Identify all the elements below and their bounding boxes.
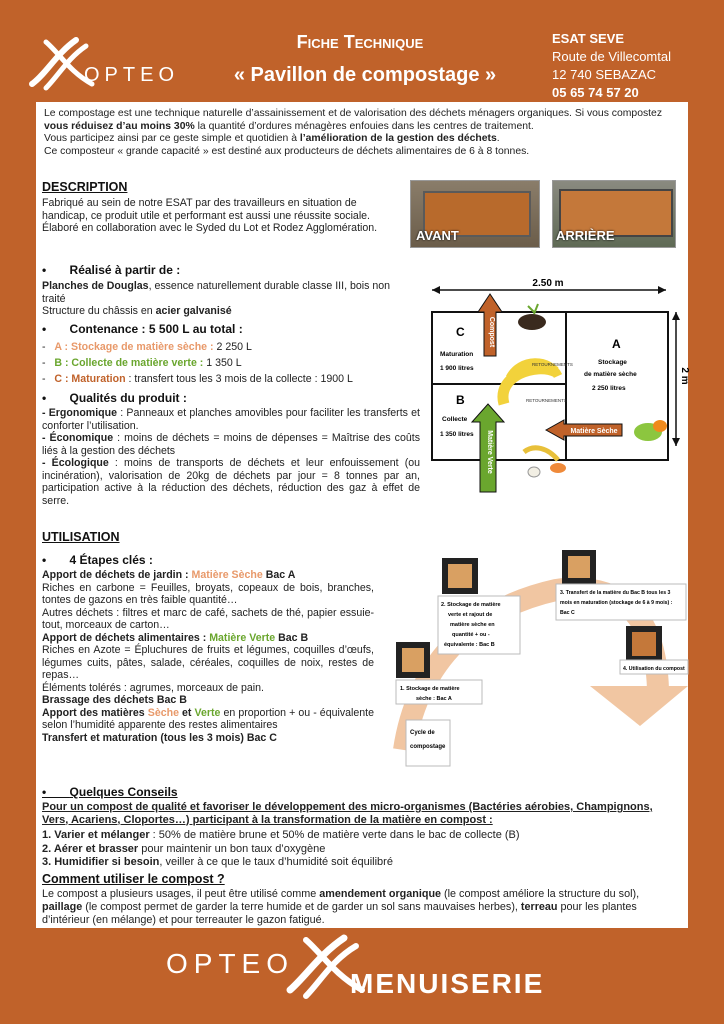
capacity-title-text: Contenance : 5 500 L au total : [69,322,243,336]
conseil-2 [42,843,682,857]
conseils-title: • Quelques Conseils [42,785,178,799]
step2-label-3: matière sèche en [450,622,495,628]
bac-a-name1: Stockage [598,359,627,366]
usage-t3: (le compost améliore la structure du sol), [441,888,640,900]
content-panel [36,102,688,928]
step2-composter-icon [448,564,472,588]
c2b: pour maintenir un bon taux d’oxygène [138,842,326,855]
width-label: 2.50 m [532,278,564,289]
step3-label-3: Bac C [560,610,575,616]
height-label: 2 m [679,367,690,385]
q3a: - Écologique [42,457,109,469]
height-arrow-top [672,312,680,320]
capacity-title: • Contenance : 5 500 L au total : [42,322,243,336]
c3a: 3. Humidifier si besoin [42,856,160,868]
step3-label-1: 3. Transfert de la matière du Bac B tous les 3 [560,590,671,596]
qualities-title-text: Qualités du produit : [69,391,187,405]
usage-t2: amendement organique [319,888,442,900]
q2b: : moins de déchets = moins de dépenses = Maîtrise des coûts liés à la gestion des déchets [42,432,420,457]
bac-c-volume: 1 900 litres [440,365,474,372]
step3-title: Brassage des déchets Bac B [42,694,187,706]
footer-brand: OPTEO [166,948,295,979]
s2-title-b: Matière Verte [209,631,276,644]
c1a: 1. Varier et mélanger [42,829,150,841]
bac-b-volume: 1 350 litres [440,431,474,438]
org-phone: 05 65 74 57 20 [552,85,639,100]
capacity-list [42,339,422,387]
cap-b-value: 1 350 L [206,357,242,369]
photo-before-label: AVANT [416,228,459,243]
conseils-intro: Pour un compost de qualité et favoriser le développement des micro-organismes (Bactéries aérobies, Champignons, Vers, Acariens, Cloportes…) participant à la transformation de la matière en compost : [42,801,653,826]
q2a: - Économique [42,432,114,444]
org-name: ESAT SEVE [552,31,625,46]
quality-economic [42,432,420,457]
width-arrow-left [432,286,440,294]
made-from-1b: , essence naturellement durable classe III, bois non traité [42,280,391,305]
made-from-1a: Planches de Douglas [42,280,149,292]
step2-label-2: verte et rajout de [448,612,493,618]
usage-t5: (le compost permet de garder la terre humide et de garder un sol sans mauvaises herbes), [82,901,521,913]
verte-arrow-label: Matière Verte [486,430,493,474]
intro-p2c: . [496,133,500,145]
step4-composter-icon [632,632,656,656]
quality-ergonomic [42,407,420,432]
org-contact [552,30,671,102]
conseils-list [42,829,682,870]
conseil-1 [42,829,682,843]
bac-c-name: Maturation [440,351,474,358]
intro-text [44,108,684,158]
usage-t1: Le compost a plusieurs usages, il peut être utilisé comme [42,888,320,900]
bac-a-letter: A [612,337,621,351]
qualities-title: • Qualités du produit : [42,391,187,405]
s1-title-a: Apport de déchets de jardin : [42,569,192,581]
made-from-text [42,280,406,318]
cap-b-label: B : Collecte de matière verte : [54,357,204,369]
s3-text-e: en proportion + ou - équivalente selon l’humidité apparente des restes alimentaires [42,706,374,731]
steps-title: • 4 Étapes clés : [42,553,153,567]
quality-ecologic [42,457,420,507]
cap-a-value: 2 250 L [216,341,252,353]
capacity-c: - C : Maturation : transfert tous les 3 mois de la collecte : 1900 L [42,373,353,385]
description-text: Fabriqué au sein de notre ESAT par des travailleurs en situation de handicap, ce produit utile et performant est aussi une réussite sociale. Élaboré en collaboration avec le Syded du Lot et Rodez Agglomération. [42,197,378,234]
intro-p1c: la quantité d’ordures ménagères enfouies dans les centres de traitement. [194,120,534,132]
bac-b-letter: B [456,393,465,407]
step2-title [42,632,374,645]
q3b: : moins de transports de déchets et leur enfouissement (ou incinération), valorisation de 20kg de déchets par jour = 8 tonnes par an, participation active à la réduction des déchets, réduction des gaz à effet de serre. [42,457,421,507]
utilisation-heading: UTILISATION [42,530,120,544]
cycle-label-1: Cycle de [410,730,435,736]
org-address-line2: 12 740 SEBAZAC [552,67,657,82]
made-from-title: • Réalisé à partir de : [42,263,181,277]
s3-text-d: Verte [194,706,221,719]
s3-text-a: Apport des matières [42,706,148,719]
intro-p2b: l’amélioration de la gestion des déchets [299,133,497,145]
usage-t7: pour les plantes d’intérieur (en mélange) et pour terreauter le gazon fatigué. [42,901,637,926]
capacity-a: - A : Stockage de matière sèche : 2 250 L [42,341,252,353]
made-from-2a: Structure du châssis en [42,305,156,317]
step1-composter-icon [402,648,424,672]
step2-label-4: quantité + ou - [452,632,490,638]
step1-title [42,569,374,582]
s1-title-c: Bac A [262,569,296,581]
q1a: - Ergonomique [42,407,118,419]
usage-t4: paillage [42,901,83,913]
s2-title-c: Bac B [275,631,309,644]
width-arrow-right [658,286,666,294]
step3-composter-icon [568,556,590,578]
footer-division: MENUISERIE [350,968,545,999]
c1b: : 50% de matière brune et 50% de matière verte dans le bac de collecte (B) [149,829,520,841]
compost-pile-icon [518,314,546,330]
step2-text2: Éléments tolérés : agrumes, morceaux de pain. [42,681,264,694]
bac-c-letter: C [456,325,465,339]
page-title-line2: « Pavillon de compostage » [233,64,497,86]
step1-text2: Autres déchets : filtres et marc de café, sachets de thé, papier essuie-tout, morceaux de carton… [42,606,374,631]
eggshell-icon [528,467,540,477]
bac-a-volume: 2 250 litres [592,385,626,392]
cycle-arrow-head [590,686,688,726]
q1b: : Panneaux et planches amovibles pour faciliter les transferts et conforter l’utilisation. [42,407,420,432]
step1-label-2: sèche : Bac A [416,696,452,702]
logo-text: OPTEO [84,64,180,86]
org-address-line1: Route de Villecomtal [552,49,671,64]
intro-p1b: vous réduisez d’au moins 30% [44,120,195,132]
cap-a-label: A : Stockage de matière sèche : [54,341,214,353]
bac-b-name: Collecte [442,416,468,423]
composter-plan-diagram [426,276,688,494]
steps-list [42,569,374,744]
retournement-label-2: RETOURNEMENTS [532,362,573,367]
made-from-2b: acier galvanisé [155,305,232,317]
peel-icon [550,463,566,473]
usage-heading: Comment utiliser le compost ? [42,872,225,886]
retournement-label-1: RETOURNEMENTS [526,398,567,403]
s2-title-a: Apport de déchets alimentaires : [42,631,210,644]
s3-text-c: et [178,706,195,719]
cycle-label-box [406,720,450,766]
compost-arrow-label: Compost [488,316,495,348]
photo-after-label: ARRIÈRE [556,228,615,243]
step4-title: Transfert et maturation (tous les 3 mois) Bac C [42,731,277,744]
height-arrow-bottom [672,438,680,446]
conseil-3 [42,856,682,870]
conseils-title-text: Quelques Conseils [69,785,178,799]
orange-leaf-icon [653,420,667,432]
s1-title-b: Matière Sèche [191,569,263,581]
step1-label-1: 1. Stockage de matière [400,686,460,692]
step1-text1: Riches en carbone = Feuilles, broyats, copeaux de bois, branches, tontes de gazons en très faible quantité… [42,581,374,606]
cap-c-label: C : Maturation [54,373,126,385]
description-heading: DESCRIPTION [42,180,128,194]
c2a: 2. Aérer et brasser [42,842,139,855]
cycle-label-2: compostage [410,744,446,750]
bac-a-name2: de matière sèche [584,371,637,378]
step2-label-5: équivalente : Bac B [444,642,495,648]
capacity-b: - B : Collecte de matière verte : 1 350 L [42,357,242,369]
qualities-list [42,407,420,507]
step3-label-2: mois en maturation (stockage de 6 à 9 mois) : [560,600,673,606]
step2-text1: Riches en Azote = Épluchures de fruits et légumes, coquilles d’œufs, légumes cuits, pâtes, salade, céréales, coquilles de noix, restes de repas… [42,644,374,681]
intro-p2a: Vous participez ainsi par ce geste simple et quotidien à [44,133,300,145]
step2-label-1: 2. Stockage de matière [441,602,501,608]
seche-arrow-label: Matière Sèche [570,428,618,435]
compost-cycle-diagram [376,550,688,772]
usage-text [42,888,682,927]
made-from-title-text: Réalisé à partir de : [69,263,181,277]
step4-label-1: 4. Utilisation du compost [623,666,685,672]
intro-p3: Ce composteur « grande capacité » est destiné aux producteurs de déchets alimentaires de 6 à 8 tonnes. [44,145,530,157]
usage-t6: terreau [520,901,558,913]
s3-text-b: Sèche [147,706,179,719]
steps-title-text: 4 Étapes clés : [69,553,153,567]
step3-text [42,707,374,732]
intro-p1a: Le compostage est une technique naturelle d’assainissement et de valorisation des déchets ménagers organiques. Si vous compostez [44,108,663,119]
c3b: , veiller à ce que le taux d’humidité soit équilibré [159,856,393,868]
page-header [0,0,724,100]
cap-c-value: : transfert tous les 3 mois de la collecte : 1900 L [125,373,353,385]
banana-peel-icon [524,448,558,460]
page-title-line1: Fiche Technique [296,32,424,52]
